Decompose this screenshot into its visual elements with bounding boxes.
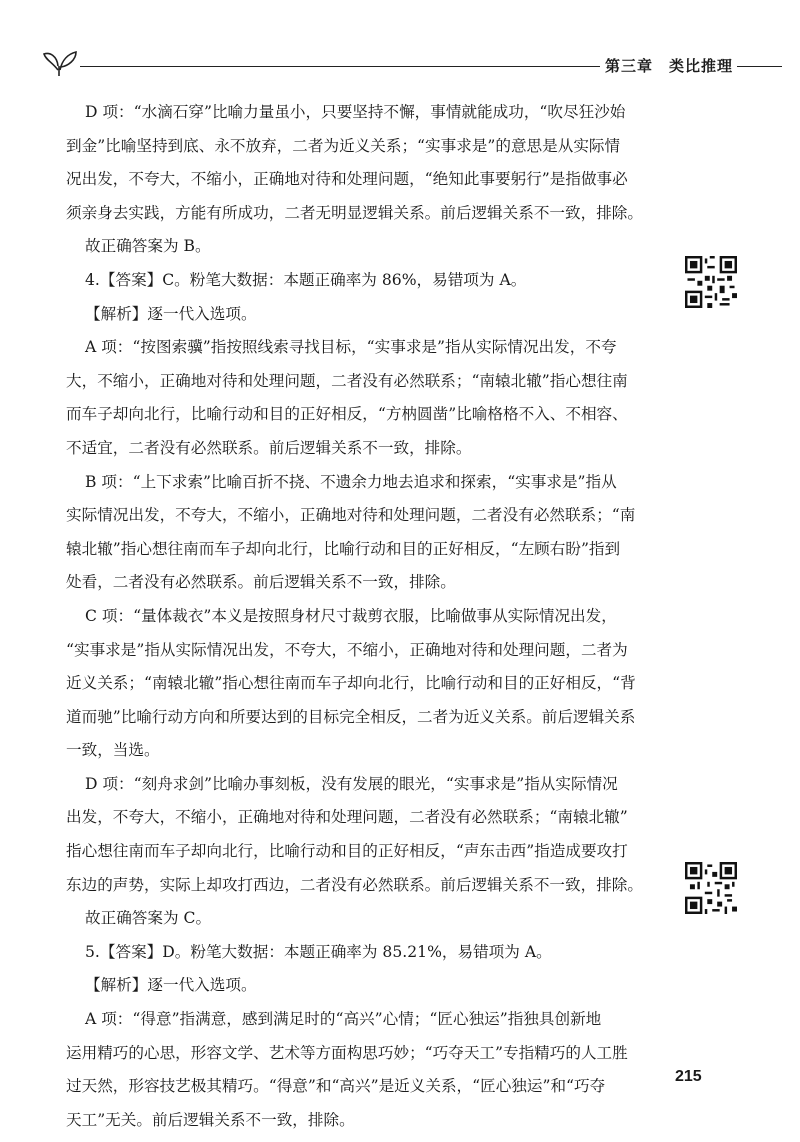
text-line: A 项：“按图索骥”指按照线索寻找目标，“实事求是”指从实际情况出发，不夸	[85, 338, 617, 357]
text-line: 不适宜，二者没有必然联系。前后逻辑关系不一致，排除。	[66, 438, 472, 457]
paragraph	[66, 768, 665, 902]
analysis-heading	[85, 298, 665, 332]
text-line: 运用精巧的心思，形容文学、艺术等方面构思巧妙；“巧夺天工”专指精巧的人工胜	[66, 1043, 628, 1062]
header-rule-left	[80, 66, 600, 67]
text-line: 到金”比喻坚持到底、永不放弃，二者为近义关系；“实事求是”的意思是从实际情	[66, 136, 621, 155]
chapter-number: 第三章	[605, 57, 654, 75]
text-line: 东边的声势，实际上却攻打西边，二者没有必然联系。前后逻辑关系不一致，排除。	[66, 875, 643, 894]
text-line: 一致，当选。	[66, 741, 160, 760]
header-rule-right	[737, 66, 782, 67]
text-line: 故正确答案为 C。	[85, 909, 212, 928]
analysis-heading	[85, 969, 665, 1003]
text-line: 过天然，形容技艺极其精巧。“得意”和“高兴”是近义关系，“匠心独运”和“巧夺	[66, 1077, 606, 1096]
paragraph	[85, 902, 665, 936]
paragraph	[66, 600, 665, 768]
text-line: 辕北辙”指心想往南而车子却向北行，比喻行动和目的正好相反，“左顾右盼”指到	[66, 539, 621, 558]
text-line: A 项：“得意”指满意，感到满足时的“高兴”心情；“匠心独运”指独具创新地	[85, 1010, 602, 1029]
text-line: D 项：“刻舟求剑”比喻办事刻板，没有发展的眼光，“实事求是”指从实际情况	[85, 774, 618, 793]
text-line: 5.【答案】D。粉笔大数据：本题正确率为 85.21%，易错项为 A。	[85, 942, 552, 961]
text-line: 况出发，不夸大，不缩小，正确地对待和处理问题，“绝知此事要躬行”是指做事必	[66, 170, 628, 189]
qr-code-icon	[685, 862, 737, 914]
text-line: 指心想往南而车子却向北行，比喻行动和目的正好相反，“声东击西”指造成要攻打	[66, 842, 628, 861]
paragraph	[66, 466, 665, 600]
text-line: 实际情况出发，不夸大，不缩小，正确地对待和处理问题，二者没有必然联系；“南	[66, 506, 636, 525]
text-line: 故正确答案为 B。	[85, 237, 211, 256]
leaf-icon	[40, 40, 80, 80]
text-line: C 项：“量体裁衣”本义是按照身材尺寸裁剪衣服，比喻做事从实际情况出发，	[85, 606, 617, 625]
text-line: 天工”无关。前后逻辑关系不一致，排除。	[66, 1110, 355, 1129]
paragraph	[85, 230, 665, 264]
text-line: 4.【答案】C。粉笔大数据：本题正确率为 86%，易错项为 A。	[85, 270, 527, 289]
text-line: 大，不缩小，正确地对待和处理问题，二者没有必然联系；“南辕北辙”指心想往南	[66, 371, 628, 390]
paragraph	[66, 331, 665, 465]
text-line: 出发，不夸大，不缩小，正确地对待和处理问题，二者没有必然联系；“南辕北辙”	[66, 808, 628, 827]
page-number: 215	[675, 1068, 702, 1085]
text-line: 【解析】逐一代入选项。	[85, 976, 257, 995]
qr-code-icon	[685, 256, 737, 308]
text-line: 道而驰”比喻行动方向和所要达到的目标完全相反，二者为近义关系。前后逻辑关系	[66, 707, 636, 726]
chapter-section: 类比推理	[669, 57, 734, 75]
answer-heading	[85, 264, 665, 298]
text-line: 而车子却向北行，比喻行动和目的正好相反，“方枘圆凿”比喻格格不入、不相容、	[66, 405, 628, 424]
chapter-title	[605, 55, 733, 76]
paragraph	[66, 1003, 665, 1137]
page-header	[40, 40, 780, 80]
text-line: D 项：“水滴石穿”比喻力量虽小，只要坚持不懈，事情就能成功，“吹尽狂沙始	[85, 103, 626, 121]
answer-heading	[85, 936, 665, 970]
text-line: 近义关系；“南辕北辙”指心想往南而车子却向北行，比喻行动和目的正好相反，“背	[66, 674, 636, 693]
paragraph	[66, 96, 665, 230]
text-line: “实事求是”指从实际情况出发，不夸大，不缩小，正确地对待和处理问题，二者为	[66, 640, 628, 659]
page-body	[66, 96, 665, 1137]
text-line: 【解析】逐一代入选项。	[85, 304, 257, 323]
text-line: 须亲身去实践，方能有所成功，二者无明显逻辑关系。前后逻辑关系不一致，排除。	[66, 203, 643, 222]
text-line: 处看，二者没有必然联系。前后逻辑关系不一致，排除。	[66, 573, 456, 592]
text-line: B 项：“上下求索”比喻百折不挠、不遗余力地去追求和探索，“实事求是”指从	[85, 472, 617, 491]
